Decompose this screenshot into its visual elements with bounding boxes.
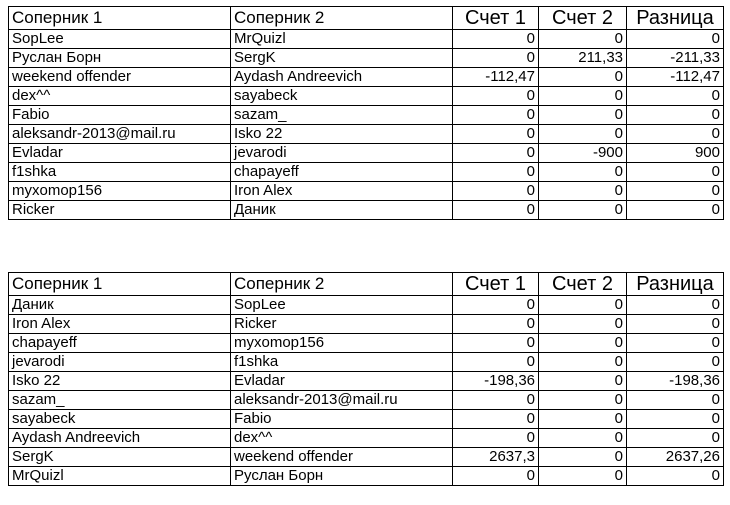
difference-cell: 0 [627, 467, 724, 486]
score-1-cell: 0 [453, 163, 539, 182]
score-2-cell: 211,33 [539, 49, 627, 68]
score-2-cell: 0 [539, 30, 627, 49]
match-table-2 [8, 272, 724, 486]
header-score-2: Счет 2 [539, 7, 627, 30]
opponent-1-cell: Руслан Борн [9, 49, 231, 68]
opponent-2-cell: myxomop156 [231, 334, 453, 353]
opponent-1-cell: weekend offender [9, 68, 231, 87]
table-body [9, 273, 724, 486]
score-1-cell: -198,36 [453, 372, 539, 391]
opponent-1-cell: myxomop156 [9, 182, 231, 201]
difference-cell: 0 [627, 315, 724, 334]
score-2-cell: 0 [539, 353, 627, 372]
table-row [9, 410, 724, 429]
table-row [9, 30, 724, 49]
difference-cell: 0 [627, 125, 724, 144]
header-score-1: Счет 1 [453, 7, 539, 30]
opponent-1-cell: f1shka [9, 163, 231, 182]
score-1-cell: 0 [453, 353, 539, 372]
header-difference: Разница [627, 273, 724, 296]
opponent-2-cell: Fabio [231, 410, 453, 429]
opponent-2-cell: Isko 22 [231, 125, 453, 144]
opponent-2-cell: sayabeck [231, 87, 453, 106]
score-2-cell: 0 [539, 163, 627, 182]
score-2-cell: 0 [539, 448, 627, 467]
table-row [9, 163, 724, 182]
opponent-2-cell: Iron Alex [231, 182, 453, 201]
opponent-2-cell: weekend offender [231, 448, 453, 467]
opponent-1-cell: Isko 22 [9, 372, 231, 391]
score-2-cell: 0 [539, 201, 627, 220]
score-1-cell: 0 [453, 201, 539, 220]
opponent-2-cell: Evladar [231, 372, 453, 391]
difference-cell: 0 [627, 391, 724, 410]
table-row [9, 87, 724, 106]
difference-cell: 0 [627, 163, 724, 182]
table-row [9, 448, 724, 467]
table-row [9, 315, 724, 334]
score-1-cell: 0 [453, 144, 539, 163]
opponent-2-cell: f1shka [231, 353, 453, 372]
difference-cell: 0 [627, 410, 724, 429]
header-opponent-2: Соперник 2 [231, 7, 453, 30]
table-header-row [9, 7, 724, 30]
opponent-1-cell: sazam_ [9, 391, 231, 410]
score-2-cell: 0 [539, 391, 627, 410]
header-opponent-2: Соперник 2 [231, 273, 453, 296]
opponent-2-cell: chapayeff [231, 163, 453, 182]
score-1-cell: 0 [453, 334, 539, 353]
opponent-1-cell: Даник [9, 296, 231, 315]
score-1-cell: 0 [453, 429, 539, 448]
opponent-1-cell: dex^^ [9, 87, 231, 106]
score-1-cell: -112,47 [453, 68, 539, 87]
score-1-cell: 0 [453, 106, 539, 125]
opponent-1-cell: Fabio [9, 106, 231, 125]
table-row [9, 201, 724, 220]
opponent-1-cell: SergK [9, 448, 231, 467]
table-body [9, 7, 724, 220]
score-1-cell: 0 [453, 125, 539, 144]
opponent-1-cell: SopLee [9, 30, 231, 49]
table-row [9, 144, 724, 163]
score-2-cell: 0 [539, 467, 627, 486]
difference-cell: 2637,26 [627, 448, 724, 467]
table-row [9, 429, 724, 448]
difference-cell: 0 [627, 334, 724, 353]
score-1-cell: 0 [453, 182, 539, 201]
score-1-cell: 0 [453, 410, 539, 429]
difference-cell: 0 [627, 201, 724, 220]
score-2-cell: 0 [539, 410, 627, 429]
header-score-1: Счет 1 [453, 273, 539, 296]
difference-cell: 0 [627, 182, 724, 201]
score-2-cell: 0 [539, 87, 627, 106]
score-2-cell: 0 [539, 106, 627, 125]
table-row [9, 49, 724, 68]
opponent-1-cell: sayabeck [9, 410, 231, 429]
table-row [9, 353, 724, 372]
score-1-cell: 0 [453, 87, 539, 106]
opponent-2-cell: Даник [231, 201, 453, 220]
opponent-2-cell: dex^^ [231, 429, 453, 448]
header-score-2: Счет 2 [539, 273, 627, 296]
table-row [9, 68, 724, 87]
difference-cell: 0 [627, 353, 724, 372]
score-2-cell: -900 [539, 144, 627, 163]
opponent-1-cell: aleksandr-2013@mail.ru [9, 125, 231, 144]
score-2-cell: 0 [539, 315, 627, 334]
table-row [9, 467, 724, 486]
opponent-2-cell: aleksandr-2013@mail.ru [231, 391, 453, 410]
table-row [9, 334, 724, 353]
table-row [9, 391, 724, 410]
difference-cell: 0 [627, 429, 724, 448]
score-1-cell: 2637,3 [453, 448, 539, 467]
opponent-1-cell: Evladar [9, 144, 231, 163]
score-1-cell: 0 [453, 30, 539, 49]
header-opponent-1: Соперник 1 [9, 7, 231, 30]
score-1-cell: 0 [453, 467, 539, 486]
score-1-cell: 0 [453, 315, 539, 334]
opponent-1-cell: Aydash Andreevich [9, 429, 231, 448]
score-2-cell: 0 [539, 182, 627, 201]
difference-cell: 0 [627, 30, 724, 49]
opponent-2-cell: SergK [231, 49, 453, 68]
header-opponent-1: Соперник 1 [9, 273, 231, 296]
opponent-2-cell: MrQuizl [231, 30, 453, 49]
table-row [9, 296, 724, 315]
difference-cell: -112,47 [627, 68, 724, 87]
score-2-cell: 0 [539, 334, 627, 353]
opponent-1-cell: Iron Alex [9, 315, 231, 334]
opponent-1-cell: jevarodi [9, 353, 231, 372]
score-1-cell: 0 [453, 49, 539, 68]
opponent-2-cell: Ricker [231, 315, 453, 334]
score-1-cell: 0 [453, 391, 539, 410]
opponent-2-cell: Aydash Andreevich [231, 68, 453, 87]
difference-cell: -211,33 [627, 49, 724, 68]
score-2-cell: 0 [539, 372, 627, 391]
match-table-1 [8, 6, 724, 220]
opponent-2-cell: jevarodi [231, 144, 453, 163]
difference-cell: 900 [627, 144, 724, 163]
table-row [9, 106, 724, 125]
table-row [9, 182, 724, 201]
difference-cell: 0 [627, 87, 724, 106]
score-2-cell: 0 [539, 125, 627, 144]
opponent-2-cell: sazam_ [231, 106, 453, 125]
score-2-cell: 0 [539, 429, 627, 448]
score-2-cell: 0 [539, 296, 627, 315]
table-row [9, 125, 724, 144]
difference-cell: 0 [627, 296, 724, 315]
opponent-1-cell: Ricker [9, 201, 231, 220]
difference-cell: 0 [627, 106, 724, 125]
opponent-1-cell: chapayeff [9, 334, 231, 353]
difference-cell: -198,36 [627, 372, 724, 391]
score-2-cell: 0 [539, 68, 627, 87]
table-header-row [9, 273, 724, 296]
opponent-2-cell: SopLee [231, 296, 453, 315]
opponent-1-cell: MrQuizl [9, 467, 231, 486]
score-1-cell: 0 [453, 296, 539, 315]
opponent-2-cell: Руслан Борн [231, 467, 453, 486]
table-row [9, 372, 724, 391]
header-difference: Разница [627, 7, 724, 30]
